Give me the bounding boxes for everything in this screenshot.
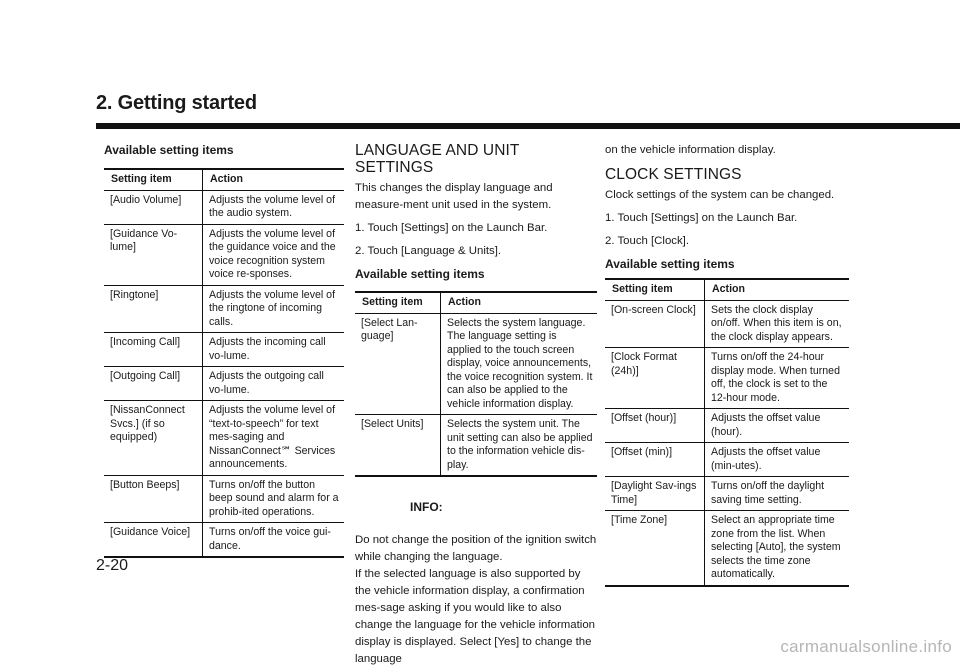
setting-item-cell: [Audio Volume] (104, 190, 203, 224)
table-row (355, 313, 597, 415)
setting-item-cell: [Select Units] (355, 415, 441, 477)
page-number: 2-20 (96, 557, 129, 574)
setting-item-cell: [Clock Format (24h)] (605, 348, 705, 409)
table-row (104, 401, 344, 476)
watermark: carmanualsonline.info (780, 637, 952, 656)
setting-item-cell: [Select Lan-guage] (355, 313, 441, 415)
action-cell: Adjusts the volume level of the guidance voice and the voice recognition system voice re-sponses. (203, 224, 345, 285)
action-cell: Turns on/off the daylight saving time setting. (705, 477, 850, 511)
setting-item-cell: [Outgoing Call] (104, 367, 203, 401)
table-row (104, 285, 344, 333)
setting-item-cell: [Incoming Call] (104, 333, 203, 367)
action-cell: Adjusts the volume level of the ringtone of incoming calls. (203, 285, 345, 333)
setting-item-cell: [NissanConnect Svcs.] (if so equipped) (104, 401, 203, 476)
info-label: INFO: (410, 500, 443, 514)
action-cell: Adjusts the volume level of “text-to-speech” for text mes-saging and NissanConnect℠ Services announcements. (203, 401, 345, 476)
setting-item-cell: [Guidance Vo-lume] (104, 224, 203, 285)
action-cell: Adjusts the outgoing call vo-lume. (203, 367, 345, 401)
action-cell: Turns on/off the 24-hour display mode. When turned off, the clock is set to the 12-hour mode. (705, 348, 850, 409)
info-paragraph-2: If the selected language is also supported by the vehicle information display, a confirmation mes-sage asking if you would like to also change the language for the vehicle information display is displayed. Select [Yes] to change the language (355, 568, 595, 665)
action-cell: Sets the clock display on/off. When this item is on, the clock display appears. (705, 300, 850, 348)
action-cell: Turns on/off the button beep sound and alarm for a prohib-ited operations. (203, 475, 345, 523)
column-header: Setting item (104, 169, 203, 190)
column-language-unit-settings (355, 142, 597, 668)
action-cell: Selects the system unit. The unit setting can also be applied to the information vehicle dis-play. (447, 418, 593, 471)
table-header-row (605, 279, 849, 300)
action-cell: Turns on/off the voice gui-dance. (209, 526, 331, 552)
setting-item-cell: [Time Zone] (605, 511, 705, 586)
table-row (104, 190, 344, 224)
table-row (104, 224, 344, 285)
action-cell: Selects the system language. The language setting is applied to the touch screen display, voice announcements, the voice recognition system. It can also be applied to the vehicle information display. (441, 313, 598, 415)
audio-settings-table (104, 168, 344, 558)
section-heading: Available setting items (104, 143, 234, 157)
setting-item-cell: [Button Beeps] (104, 475, 203, 523)
table-row (104, 475, 344, 523)
table-row (104, 333, 344, 367)
info-paragraph: Do not change the position of the ignition switch while changing the language. (355, 534, 597, 563)
section-heading: CLOCK SETTINGS (605, 166, 742, 183)
column-clock-settings (605, 142, 849, 587)
action-cell: Adjusts the volume level of the audio system. (203, 190, 345, 224)
column-header: Action (705, 279, 850, 300)
setting-item-cell: [Guidance Voice] (104, 523, 203, 558)
column-header: Setting item (605, 279, 705, 300)
table-row (104, 523, 344, 558)
column-header: Setting item (355, 292, 441, 313)
clock-settings-table (605, 278, 849, 587)
setting-item-cell: [Ringtone] (104, 285, 203, 333)
continuation-text: on the vehicle information display. (605, 144, 776, 156)
table-header-row (104, 169, 344, 190)
intro-paragraph: This changes the display language and measure-ment unit used in the system. (355, 182, 553, 211)
setting-item-cell: [Offset (min)] (605, 443, 705, 477)
table-row (605, 443, 849, 477)
table-row (605, 300, 849, 348)
step-2: 2. Touch [Clock]. (605, 235, 689, 247)
header-rule (96, 123, 960, 129)
setting-item-cell: [Offset (hour)] (605, 409, 705, 443)
table-row (355, 415, 597, 477)
action-cell: Adjusts the offset value (min-utes). (705, 443, 850, 477)
column-audio-settings (104, 142, 344, 558)
table-header-row (355, 292, 597, 313)
table-row (605, 477, 849, 511)
action-cell: Select an appropriate time zone from the list. When selecting [Auto], the system selects the time zone automatically. (711, 514, 841, 580)
setting-item-cell: [On-screen Clock] (605, 300, 705, 348)
setting-item-cell: [Daylight Sav-ings Time] (605, 477, 705, 511)
sub-heading: Available setting items (355, 267, 485, 281)
intro-paragraph: Clock settings of the system can be changed. (605, 189, 835, 201)
step-1: 1. Touch [Settings] on the Launch Bar. (605, 212, 798, 224)
action-cell: Adjusts the incoming call vo-lume. (203, 333, 345, 367)
table-row (605, 409, 849, 443)
action-cell: Adjusts the offset value (hour). (705, 409, 850, 443)
column-header: Action (203, 169, 345, 190)
language-settings-table (355, 291, 597, 477)
table-row (605, 348, 849, 409)
column-header: Action (441, 292, 598, 313)
step-1: 1. Touch [Settings] on the Launch Bar. (355, 222, 548, 234)
section-heading: LANGUAGE AND UNIT SETTINGS (355, 142, 520, 176)
page-header-title: 2. Getting started (96, 92, 257, 114)
step-2: 2. Touch [Language & Units]. (355, 245, 502, 257)
sub-heading: Available setting items (605, 257, 735, 271)
table-row (104, 367, 344, 401)
table-row (605, 511, 849, 586)
